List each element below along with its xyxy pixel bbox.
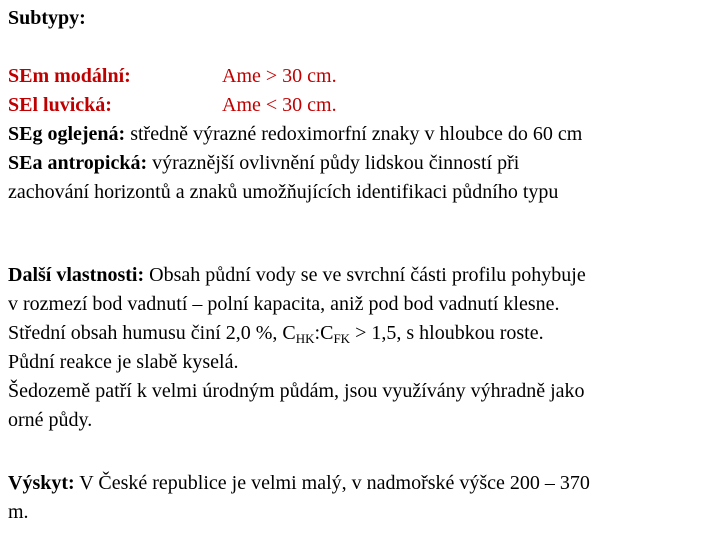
subtype-sel [8,91,714,120]
subtype-text: Ame > 30 cm. [222,65,337,87]
subtype-code: SEa antropická: [8,152,148,174]
properties-line-3 [8,319,714,348]
subtype-code: SEg oglejená: [8,123,126,145]
section-heading: Subtypy: [8,7,86,29]
subtype-sem [8,62,714,91]
subtype-sea-continued: zachování horizontů a znaků umožňujících identifikaci půdního typu [8,181,559,203]
properties-line-6: orné půdy. [8,409,93,431]
humus-text: Střední obsah humusu činí 2,0 %, C [8,322,296,344]
subtype-sea [8,149,714,178]
ratio-text: > 1,5, s hloubkou roste. [350,322,544,344]
occurrence-text: V České republice je velmi malý, v nadmořské výšce 200 – 370 [74,472,590,494]
subtype-seg [8,120,714,149]
properties-line-1 [8,261,714,290]
occurrence-line-2: m. [8,501,29,523]
subtype-text: výraznější ovlivnění půdy lidskou činností při [152,152,520,174]
properties-line-5: Šedozemě patří k velmi úrodným půdám, jsou využívány výhradně jako [8,380,585,402]
subtype-code: SEm modální: [8,65,131,87]
slide-content [8,4,714,527]
properties-label: Další vlastnosti: [8,264,145,286]
properties-line-4: Půdní reakce je slabě kyselá. [8,351,239,373]
properties-text: Obsah půdní vody se ve svrchní části profilu pohybuje [149,264,586,286]
subtype-text: Ame < 30 cm. [222,94,337,116]
ratio-colon: :C [314,322,334,344]
subscript-fk: FK [333,331,351,346]
occurrence-line-1 [8,469,714,498]
subscript-hk: HK [295,331,315,346]
occurrence-label: Výskyt: [8,472,75,494]
properties-paragraph [8,261,714,435]
properties-line-2: v rozmezí bod vadnutí – polní kapacita, aniž pod bod vadnutí klesne. [8,293,560,315]
subtypes-list [8,62,714,207]
occurrence-paragraph [8,469,714,527]
subtype-text: středně výrazné redoximorfní znaky v hloubce do 60 cm [130,123,583,145]
subtype-code: SEl luvická: [8,94,112,116]
